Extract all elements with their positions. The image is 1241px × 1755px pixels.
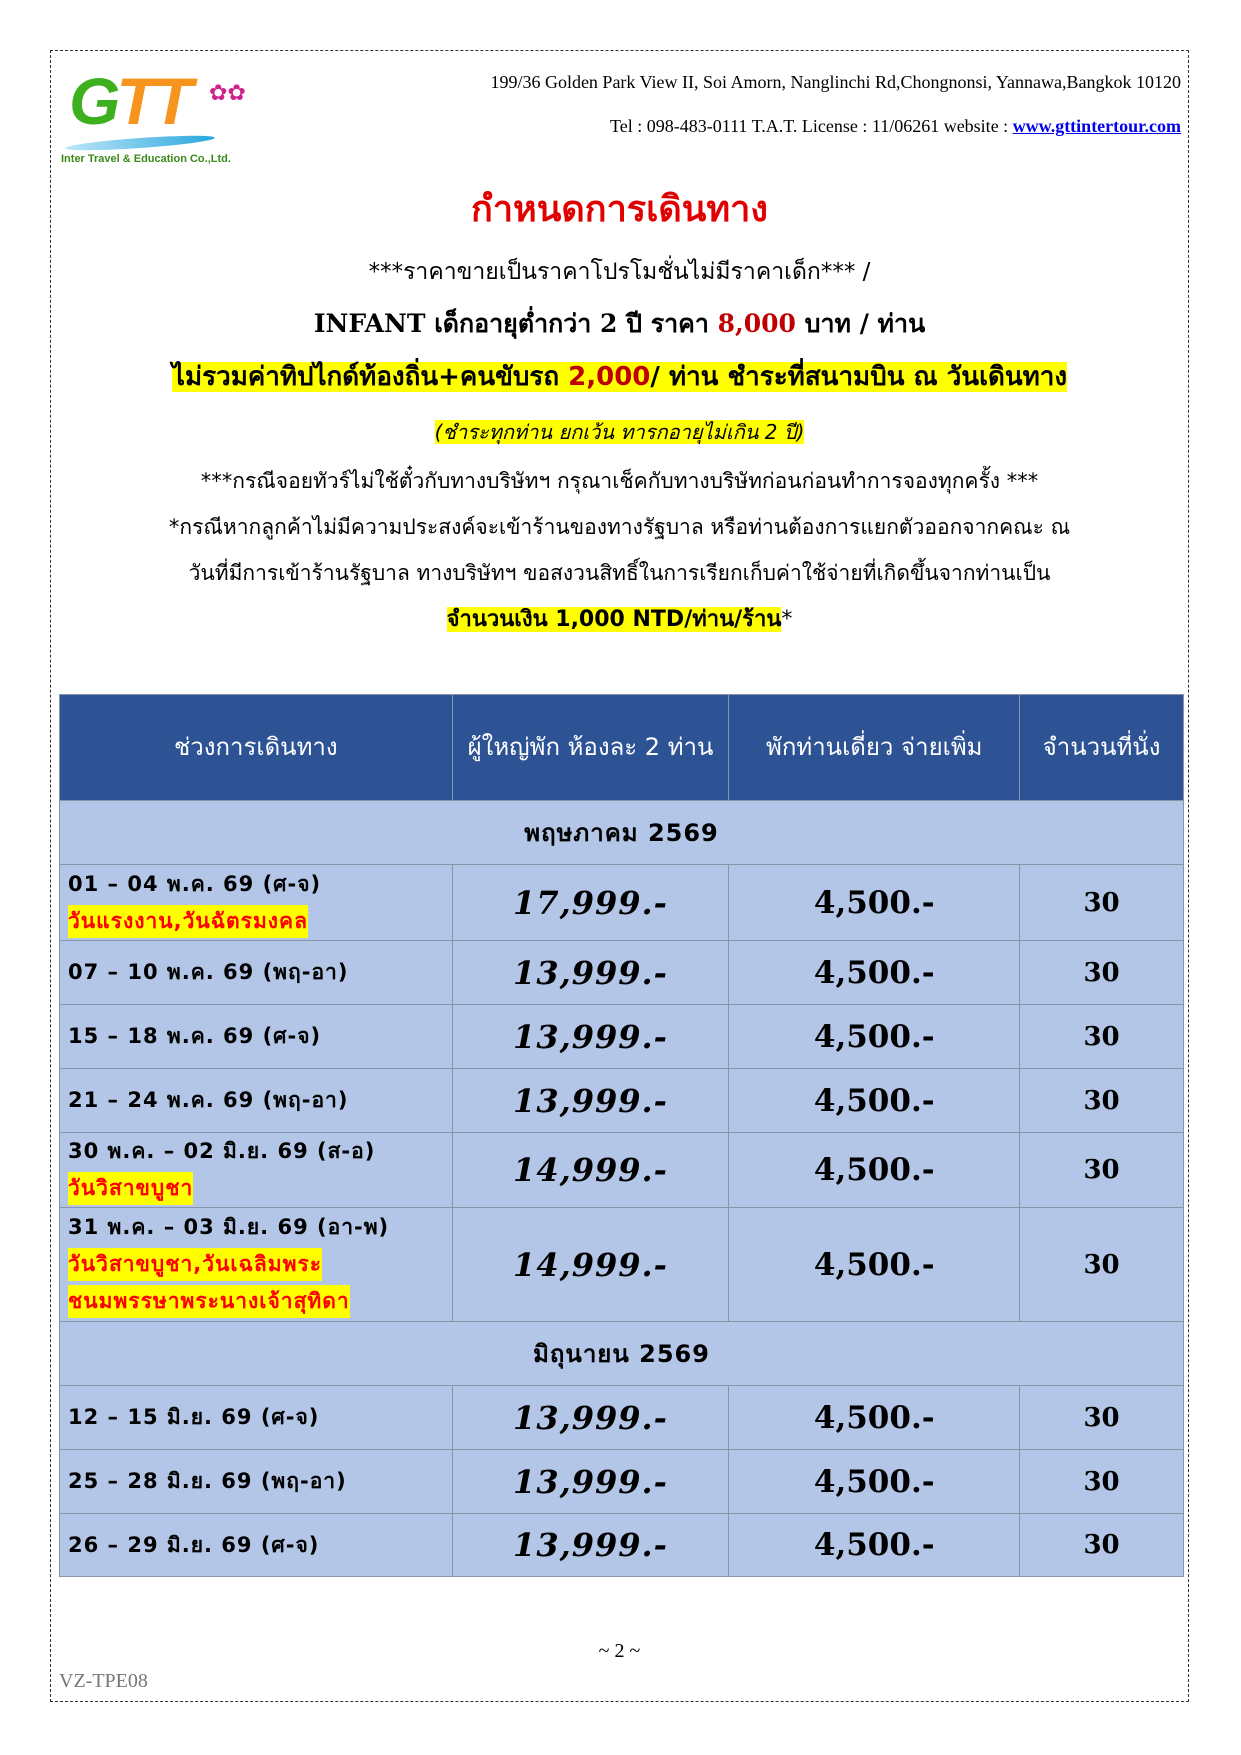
promo-note: ***ราคาขายเป็นราคาโปรโมชั่นไม่มีราคาเด็ก*** /: [368, 259, 871, 285]
table-header: [60, 695, 1184, 801]
single-supplement: 4,500.-: [729, 1386, 1020, 1450]
date-cell: [60, 865, 453, 941]
tip-line: [50, 354, 1189, 400]
adult-price: 17,999.-: [452, 865, 729, 941]
seat-count: 30: [1020, 1005, 1184, 1069]
infant-price: 8,000: [717, 309, 796, 338]
table-row: [60, 1005, 1184, 1069]
adult-price: 13,999.-: [452, 1005, 729, 1069]
infant-unit: บาท / ท่าน: [795, 309, 926, 338]
table-row: [60, 865, 1184, 941]
seat-count: 30: [1020, 941, 1184, 1005]
single-supplement: 4,500.-: [729, 865, 1020, 941]
table-row: [60, 1450, 1184, 1514]
page-number: ~ 2 ~: [598, 1640, 641, 1662]
table-row: [60, 1514, 1184, 1577]
date-cell: [60, 1208, 453, 1322]
seat-count: 30: [1020, 1450, 1184, 1514]
month-row: มิถุนายน 2569: [60, 1322, 1184, 1386]
table-row: [60, 1069, 1184, 1133]
single-supplement: 4,500.-: [729, 1514, 1020, 1577]
tip-note-text: (ชำระทุกท่าน ยกเว้น ทารกอายุไม่เกิน 2 ปี): [434, 420, 805, 444]
date-range: 21 – 24 พ.ค. 69 (พฤ-อา): [68, 1088, 349, 1112]
date-range: 01 – 04 พ.ค. 69 (ศ-จ): [68, 871, 322, 896]
tip-label: ไม่รวมค่าทิปไกด์ท้องถิ่น+คนขับรถ: [171, 362, 569, 392]
shop-note-2: วันที่มีการเข้าร้านรัฐบาล ทางบริษัทฯ ขอสงวนสิทธิ์ในการเรียกเก็บค่าใช้จ่ายที่เกิดขึ้นจากท่านเป็น: [188, 561, 1051, 585]
single-supplement: 4,500.-: [729, 1133, 1020, 1208]
single-supplement: 4,500.-: [729, 1069, 1020, 1133]
date-cell: [60, 1133, 453, 1208]
contact-line: [610, 114, 1181, 138]
date-range: 26 – 29 มิ.ย. 69 (ศ-จ): [68, 1532, 320, 1557]
seat-count: 30: [1020, 1208, 1184, 1322]
tip-note: [50, 414, 1189, 450]
tip-price: 2,000: [568, 362, 651, 392]
month-row: พฤษภาคม 2569: [60, 801, 1184, 865]
header-period: ช่วงการเดินทาง: [60, 695, 453, 801]
adult-price: 14,999.-: [452, 1133, 729, 1208]
tip-unit: / ท่าน ชำระที่สนามบิน ณ วันเดินทาง: [650, 362, 1068, 392]
company-logo: [61, 66, 261, 170]
shop-fee: จำนวนเงิน 1,000 NTD/ท่าน/ร้าน: [446, 607, 782, 632]
holiday-note: ชนมพรรษาพระนางเจ้าสุทิดา: [68, 1285, 350, 1318]
page-title: กำหนดการเดินทาง: [471, 189, 768, 230]
seat-count: 30: [1020, 1133, 1184, 1208]
tour-code: VZ-TPE08: [59, 1670, 148, 1692]
date-cell: [60, 1514, 453, 1577]
single-supplement: 4,500.-: [729, 941, 1020, 1005]
date-cell: [60, 1005, 453, 1069]
logo-text: GTT: [69, 64, 189, 138]
flower-icon: ✿✿: [209, 81, 246, 106]
date-range: 07 – 10 พ.ค. 69 (พฤ-อา): [68, 960, 349, 984]
date-cell: [60, 1069, 453, 1133]
holiday-note: วันวิสาขบูชา,วันเฉลิมพระ: [68, 1248, 322, 1281]
date-range: 12 – 15 มิ.ย. 69 (ศ-จ): [68, 1405, 320, 1429]
date-range: 15 – 18 พ.ค. 69 (ศ-จ): [68, 1024, 322, 1048]
date-cell: [60, 1450, 453, 1514]
adult-price: 13,999.-: [452, 1069, 729, 1133]
date-range: 25 – 28 มิ.ย. 69 (พฤ-อา): [68, 1469, 347, 1493]
single-supplement: 4,500.-: [729, 1208, 1020, 1322]
date-cell: [60, 1386, 453, 1450]
website-link[interactable]: www.gttintertour.com: [1012, 116, 1181, 136]
company-address: 199/36 Golden Park View II, Soi Amorn, Nanglinchi Rd,Chongnonsi, Yannawa,Bangkok 10120: [490, 72, 1181, 92]
seat-count: 30: [1020, 1386, 1184, 1450]
single-supplement: 4,500.-: [729, 1005, 1020, 1069]
seat-count: 30: [1020, 865, 1184, 941]
adult-price: 13,999.-: [452, 1386, 729, 1450]
adult-price: 13,999.-: [452, 1450, 729, 1514]
infant-price-line: [50, 302, 1189, 346]
adult-price: 14,999.-: [452, 1208, 729, 1322]
shop-note-3: [50, 600, 1189, 640]
holiday-note: วันแรงงาน,วันฉัตรมงคล: [68, 905, 308, 938]
asterisk: *: [781, 607, 793, 632]
header-single: พักท่านเดี่ยว จ่ายเพิ่ม: [729, 695, 1020, 801]
adult-price: 13,999.-: [452, 1514, 729, 1577]
single-supplement: 4,500.-: [729, 1450, 1020, 1514]
logo-subtitle: Inter Travel & Education Co.,Ltd.: [61, 153, 231, 165]
joint-tour-note: ***กรณีจอยทัวร์ไม่ใช้ตั๋วกับทางบริษัทฯ กรุณาเช็คกับทางบริษัทก่อนก่อนทำการจองทุกครั้ง ***: [200, 469, 1039, 493]
holiday-note: วันวิสาขบูชา: [68, 1172, 193, 1205]
date-cell: [60, 941, 453, 1005]
table-row: [60, 1208, 1184, 1322]
seat-count: 30: [1020, 1514, 1184, 1577]
tel-license: Tel : 098-483-0111 T.A.T. License : 11/06261 website :: [610, 116, 1013, 136]
shop-note-1: *กรณีหากลูกค้าไม่มีความประสงค์จะเข้าร้านของทางรัฐบาล หรือท่านต้องการแยกตัวออกจากคณะ ณ: [168, 515, 1071, 539]
date-range: 31 พ.ค. – 03 มิ.ย. 69 (อา-พ): [68, 1215, 390, 1239]
table-row: [60, 941, 1184, 1005]
infant-label: INFANT เด็กอายุต่ำกว่า 2 ปี ราคา: [313, 309, 718, 338]
date-range: 30 พ.ค. – 02 มิ.ย. 69 (ส-อ): [68, 1139, 376, 1163]
table-row: [60, 1386, 1184, 1450]
seat-count: 30: [1020, 1069, 1184, 1133]
header-seats: จำนวนที่นั่ง: [1020, 695, 1184, 801]
header-adult-twin: ผู้ใหญ่พัก ห้องละ 2 ท่าน: [452, 695, 729, 801]
table-row: [60, 1133, 1184, 1208]
price-table: [59, 694, 1184, 1577]
adult-price: 13,999.-: [452, 941, 729, 1005]
